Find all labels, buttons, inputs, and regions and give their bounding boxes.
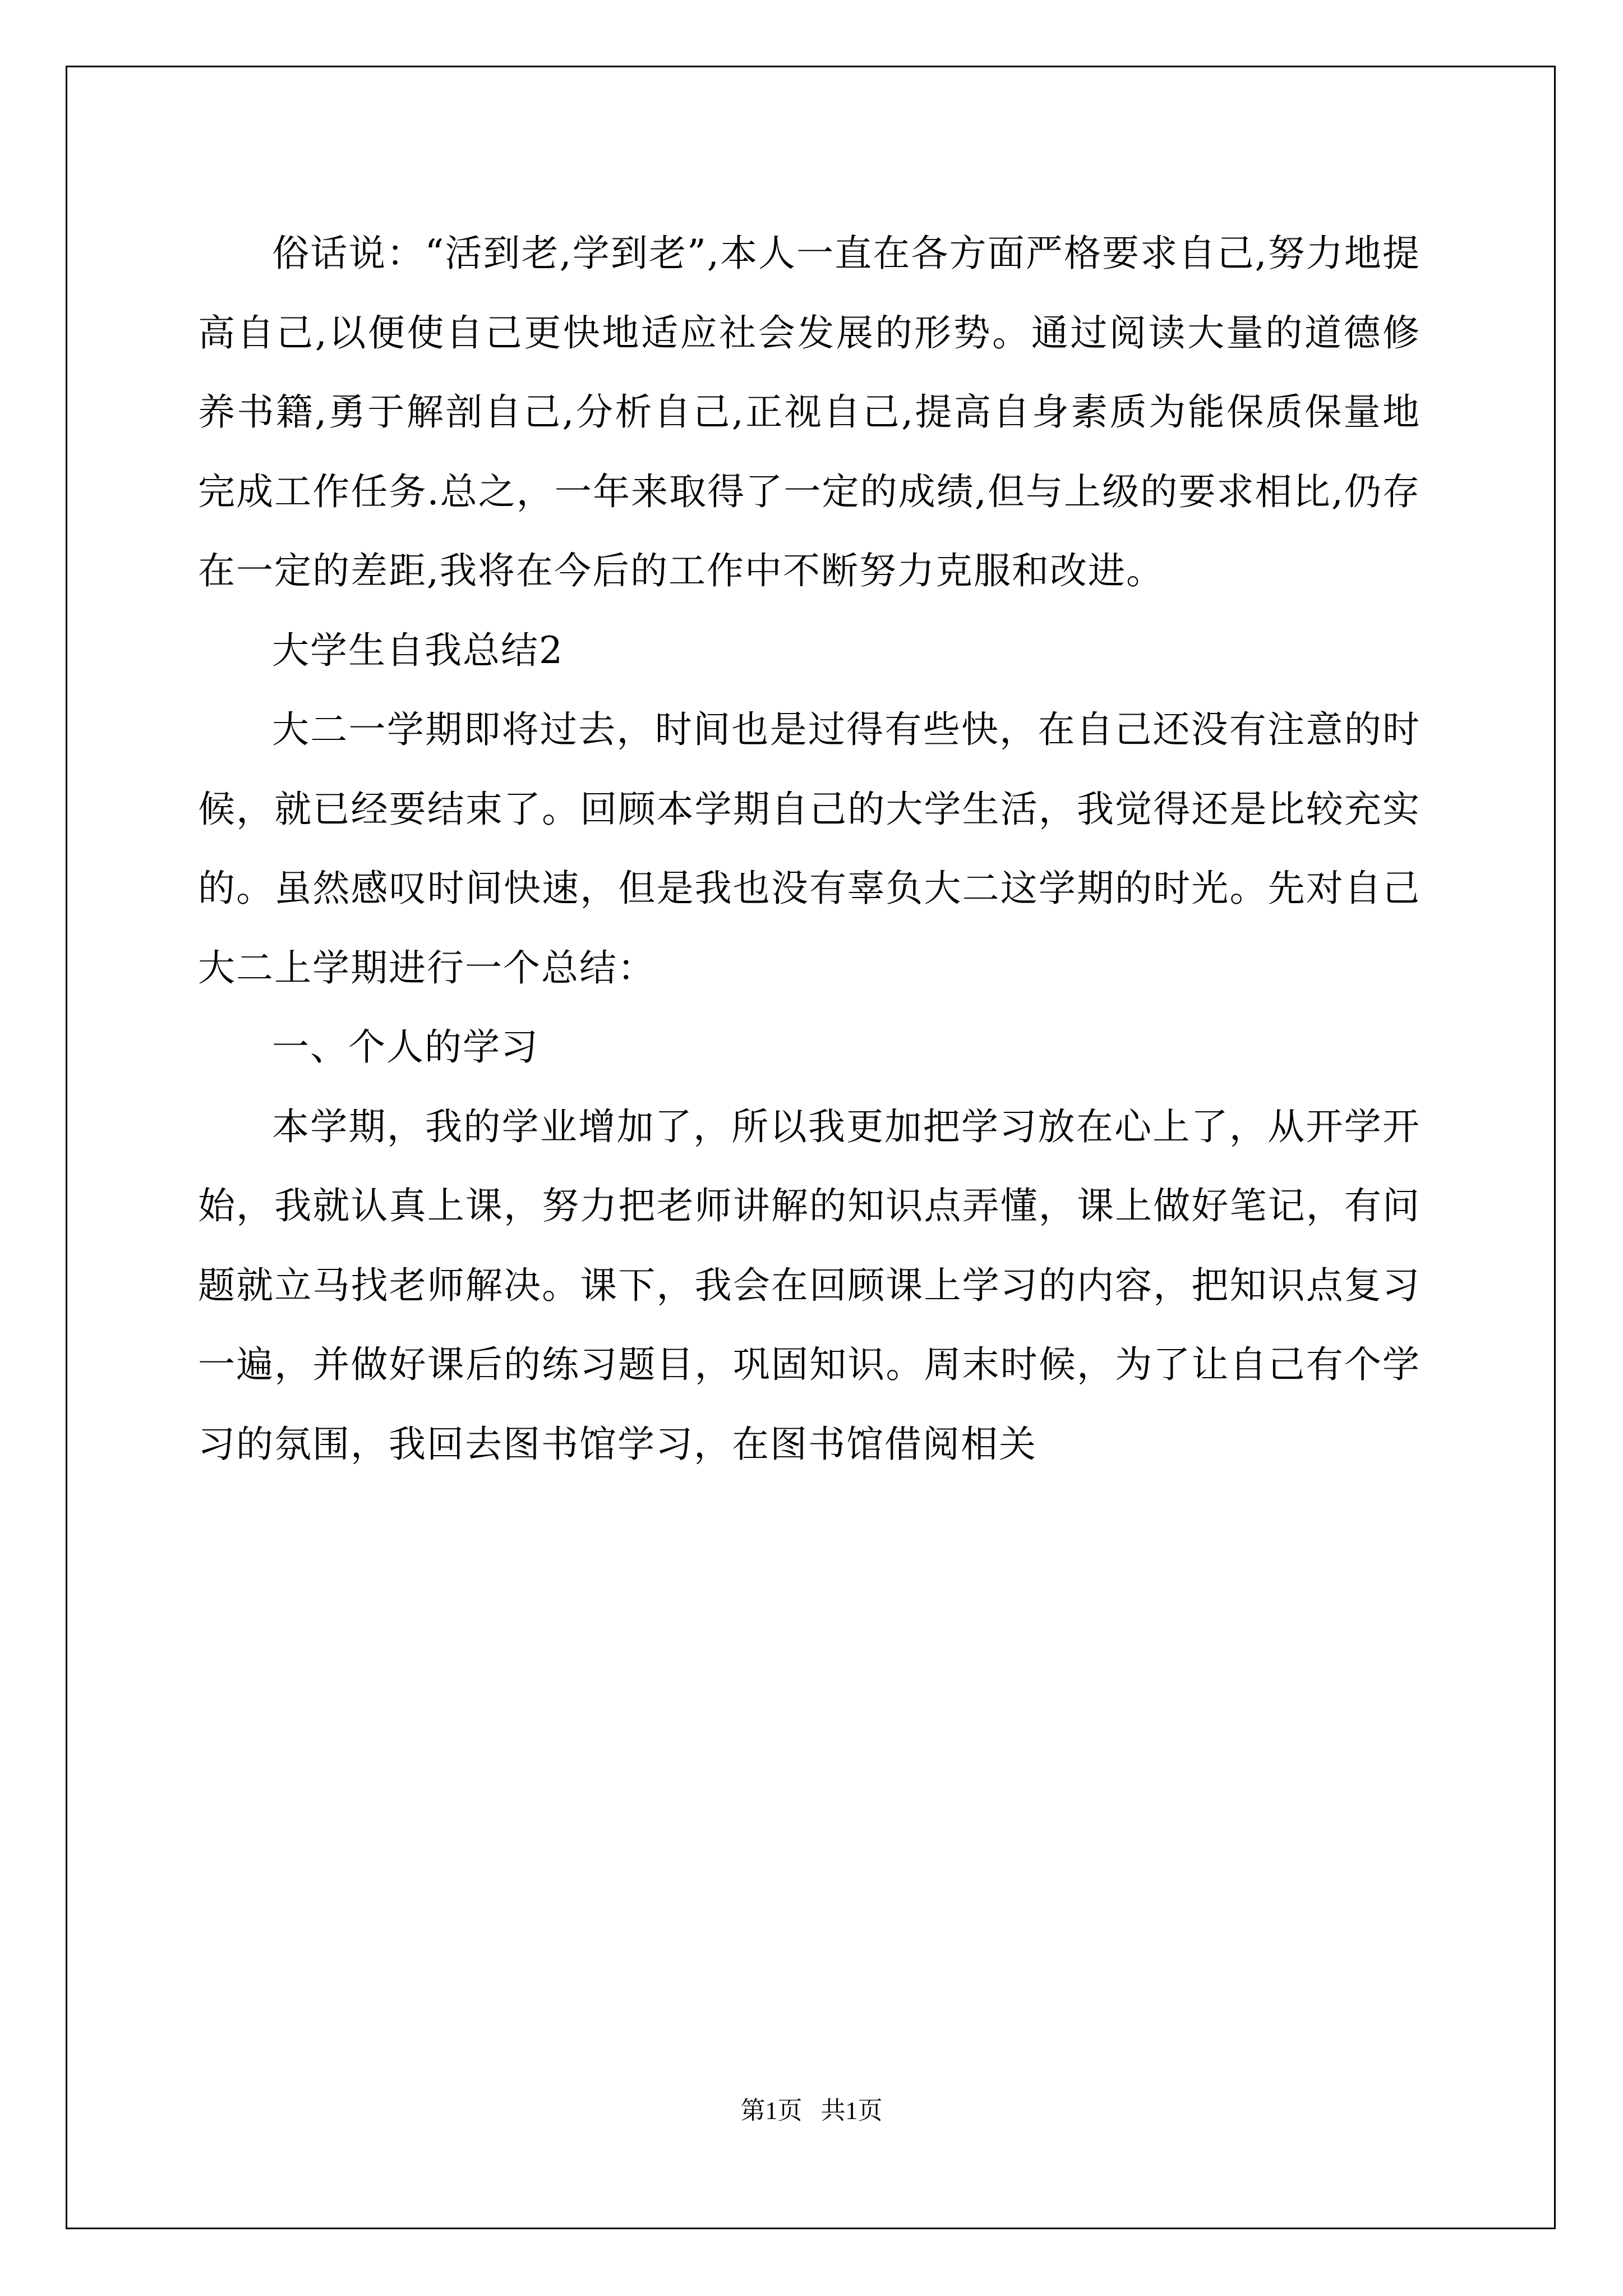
page-footer bbox=[0, 2094, 1623, 2128]
paragraph-1: 俗话说：“活到老,学到老”,本人一直在各方面严格要求自己,努力地提高自己,以便使自己更快地适应社会发展的形势。通过阅读大量的道德修养书籍,勇于解剖自己,分析自己,正视自己,提高自身素质为能保质保量地完成工作任务.总之，一年来取得了一定的成绩,但与上级的要求相比,仍存在一定的差距,我将在今后的工作中不断努力克服和改进。 bbox=[198, 232, 1421, 592]
footer-spacer bbox=[803, 2097, 821, 2124]
paragraph-3: 本学期，我的学业增加了，所以我更加把学习放在心上了，从开学开始，我就认真上课，努力把老师讲解的知识点弄懂，课上做好笔记，有问题就立马找老师解决。课下，我会在回顾课上学习的内容，把知识点复习一遍，并做好课后的练习题目，巩固知识。周末时候，为了让自己有个学习的氛围，我回去图书馆学习，在图书馆借阅相关 bbox=[198, 1105, 1421, 1466]
section-heading: 大学生自我总结2 bbox=[272, 628, 564, 672]
page-total: 共1页 bbox=[820, 2097, 883, 2124]
subsection-heading: 一、个人的学习 bbox=[272, 1025, 539, 1069]
page-number: 第1页 bbox=[740, 2097, 803, 2124]
paragraph-2: 大二一学期即将过去，时间也是过得有些快，在自己还没有注意的时候，就已经要结束了。回顾本学期自己的大学生活，我觉得还是比较充实的。虽然感叹时间快速，但是我也没有辜负大二这学期的时光。先对自己大二上学期进行一个总结： bbox=[198, 708, 1421, 990]
document-body bbox=[198, 214, 1421, 1484]
